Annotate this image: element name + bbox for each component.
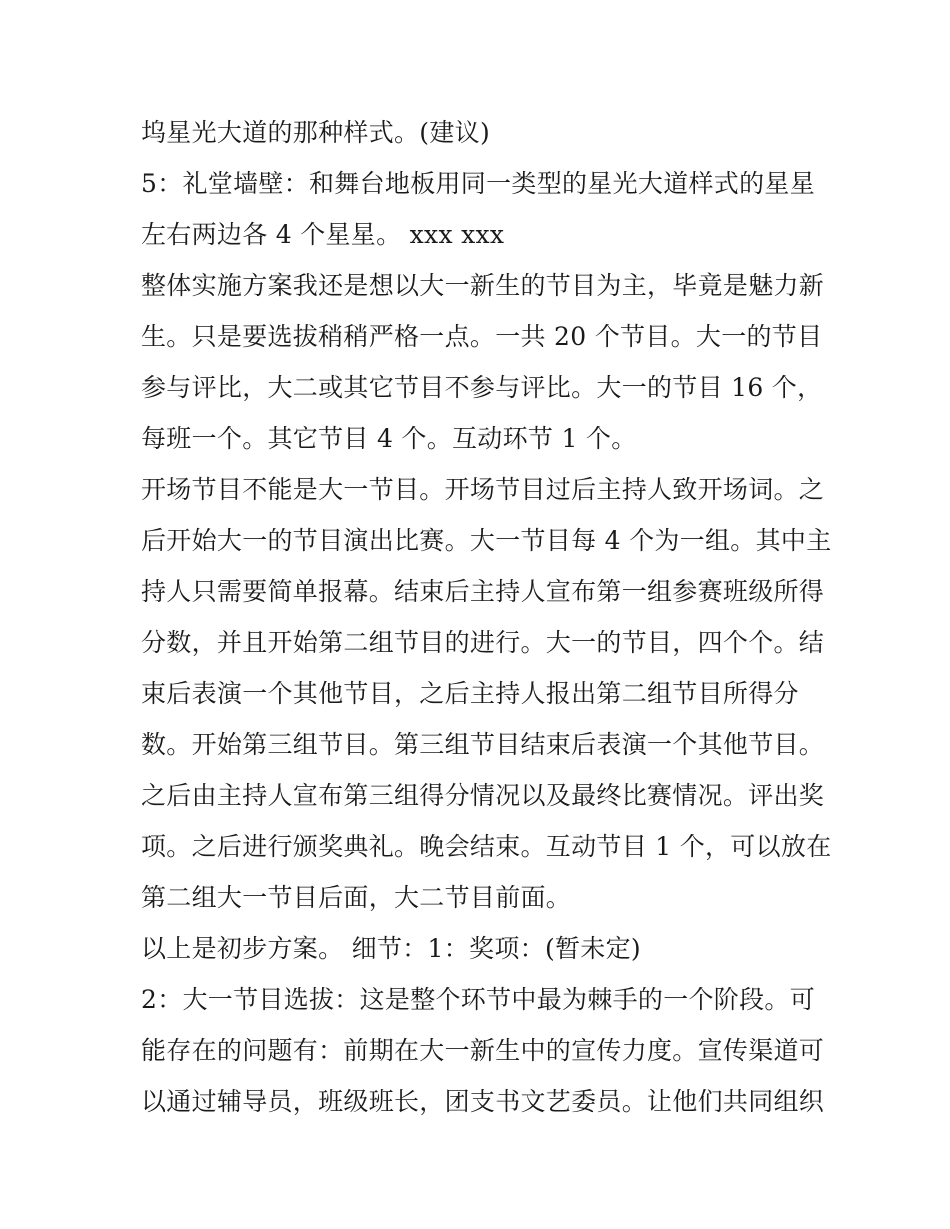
- text-line: 能存在的问题有：前期在大一新生中的宣传力度。宣传渠道可: [141, 1036, 825, 1065]
- text-line: 参与评比，大二或其它节目不参与评比。大一的节目 16 个，: [141, 373, 823, 402]
- text-line: 整体实施方案我还是想以大一新生的节目为主，毕竟是魅力新: [141, 271, 825, 300]
- text-line: 后开始大一的节目演出比赛。大一节目每 4 个为一组。其中主: [141, 526, 832, 555]
- text-line: 每班一个。其它节目 4 个。互动环节 1 个。: [141, 424, 637, 453]
- text-line: 以上是初步方案。 细节：1：奖项：(暂未定): [141, 934, 641, 963]
- document-body: [141, 107, 832, 1127]
- text-line: 束后表演一个其他节目，之后主持人报出第二组节目所得分: [141, 679, 799, 708]
- text-line: 2：大一节目选拔：这是整个环节中最为棘手的一个阶段。可: [141, 985, 816, 1014]
- text-line: 左右两边各 4 个星星。 xxx xxx: [141, 220, 505, 249]
- text-line: 5：礼堂墙壁：和舞台地板用同一类型的星光大道样式的星星: [141, 169, 816, 198]
- text-line: 第二组大一节目后面，大二节目前面。: [141, 883, 572, 912]
- text-line: 项。之后进行颁奖典礼。晚会结束。互动节目 1 个，可以放在: [141, 832, 832, 861]
- text-line: 生。只是要选拔稍稍严格一点。一共 20 个节目。大一的节目: [141, 322, 823, 351]
- text-line: 之后由主持人宣布第三组得分情况以及最终比赛情况。评出奖: [141, 781, 825, 810]
- text-line: 坞星光大道的那种样式。(建议): [141, 118, 491, 147]
- text-line: 持人只需要简单报幕。结束后主持人宣布第一组参赛班级所得: [141, 577, 825, 606]
- text-line: 以通过辅导员，班级班长，团支书文艺委员。让他们共同组织: [141, 1087, 825, 1116]
- text-line: 分数，并且开始第二组节目的进行。大一的节目，四个个。结: [141, 628, 825, 657]
- text-line: 数。开始第三组节目。第三组节目结束后表演一个其他节目。: [141, 730, 825, 759]
- text-line: 开场节目不能是大一节目。开场节目过后主持人致开场词。之: [141, 475, 825, 504]
